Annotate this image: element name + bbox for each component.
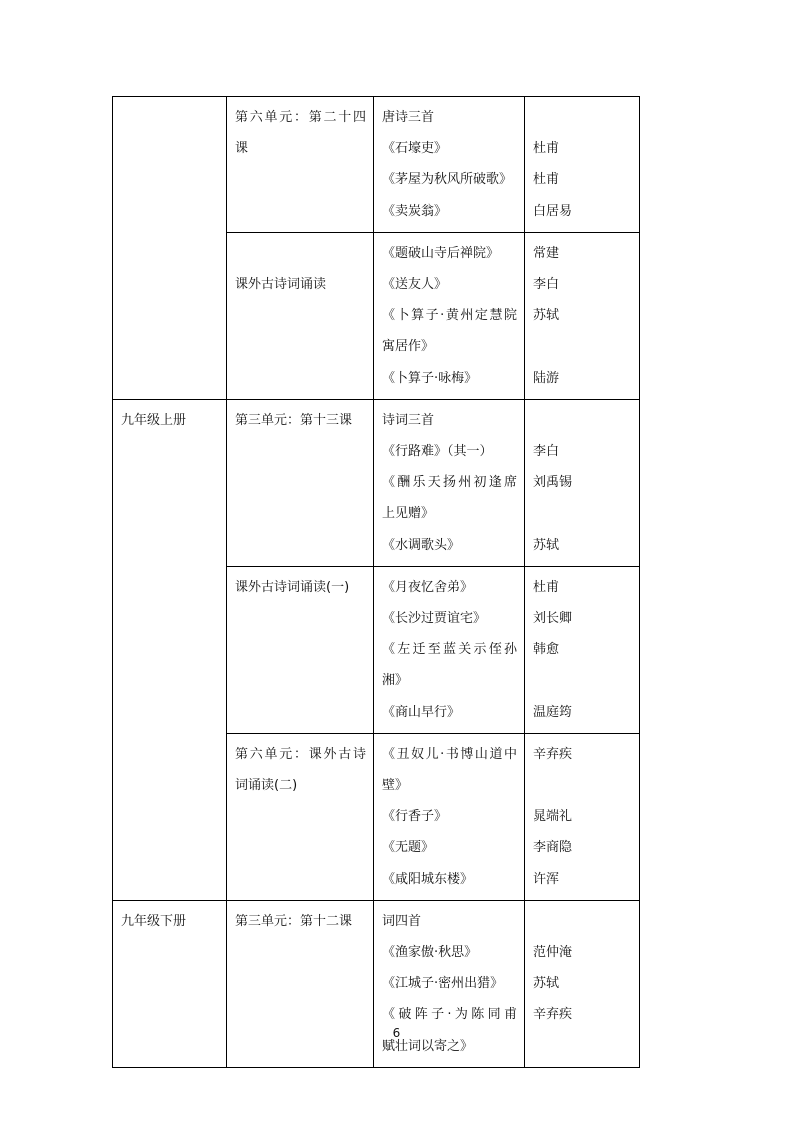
poem-title: 上见赠》 bbox=[382, 506, 435, 522]
author: 陆游 bbox=[533, 370, 560, 386]
table-row bbox=[113, 900, 640, 1067]
author: 刘长卿 bbox=[533, 611, 573, 627]
poem-title: 《石壕吏》 bbox=[382, 141, 448, 157]
poem-title: 寓居作》 bbox=[382, 339, 435, 355]
author-cell bbox=[525, 399, 640, 566]
poem-title: 《水调歌头》 bbox=[382, 537, 461, 553]
poem-title: 《商山早行》 bbox=[382, 704, 461, 720]
poem-title: 《左迁至蓝关示侄孙 bbox=[382, 642, 517, 658]
poem-cell bbox=[374, 97, 525, 233]
author-cell bbox=[525, 733, 640, 900]
lesson-cell: 课外古诗词诵读(一) bbox=[227, 566, 374, 733]
poem-title: 《卜算子·咏梅》 bbox=[382, 370, 478, 386]
author: 许浑 bbox=[533, 871, 560, 887]
grade-cell bbox=[113, 900, 227, 1067]
poem-title: 《咸阳城东楼》 bbox=[382, 871, 474, 887]
poem-cell bbox=[374, 399, 525, 566]
lesson-cell: 第六单元：第二十四 课 bbox=[227, 97, 374, 233]
lesson-cell: 第三单元：第十二课 bbox=[227, 900, 374, 1067]
poem-group-title: 词四首 bbox=[382, 913, 422, 929]
grade-cell bbox=[113, 399, 227, 900]
grade-label: 九年级下册 bbox=[121, 913, 187, 929]
poem-cell bbox=[374, 733, 525, 900]
poem-title: 湘》 bbox=[382, 673, 409, 689]
author: 范仲淹 bbox=[533, 945, 573, 961]
poem-group-title: 诗词三首 bbox=[382, 412, 435, 428]
poem-cell bbox=[374, 566, 525, 733]
author: 苏轼 bbox=[533, 537, 560, 553]
poem-title: 《破阵子·为陈同甫 bbox=[382, 1007, 517, 1023]
poem-title: 《行路难》（其一） bbox=[382, 444, 493, 460]
author-cell bbox=[525, 900, 640, 1067]
author-cell bbox=[525, 97, 640, 233]
poem-title: 《长沙过贾谊宅》 bbox=[382, 611, 487, 627]
poem-title: 《茅屋为秋风所破歌》 bbox=[382, 172, 513, 188]
poem-title: 壁》 bbox=[382, 778, 409, 794]
author-cell bbox=[525, 232, 640, 399]
author: 李白 bbox=[533, 444, 560, 460]
author: 李商隐 bbox=[533, 840, 573, 856]
author: 白居易 bbox=[533, 203, 573, 219]
author: 辛弃疾 bbox=[533, 1007, 573, 1023]
poem-group-title: 唐诗三首 bbox=[382, 110, 435, 125]
poem-title: 《卖炭翁》 bbox=[382, 203, 448, 219]
author: 韩愈 bbox=[533, 642, 560, 658]
poem-title: 《江城子·密州出猎》 bbox=[382, 976, 504, 992]
author: 杜甫 bbox=[533, 141, 560, 157]
author: 温庭筠 bbox=[533, 704, 573, 720]
poem-title: 《丑奴儿·书博山道中 bbox=[382, 746, 517, 762]
poem-cell bbox=[374, 900, 525, 1067]
poem-cell bbox=[374, 232, 525, 399]
author: 杜甫 bbox=[533, 579, 560, 595]
lesson-cell: 第六单元：课外古诗 词诵读(二) bbox=[227, 733, 374, 900]
poem-curriculum-table bbox=[112, 96, 640, 1068]
author: 苏轼 bbox=[533, 976, 560, 992]
author: 李白 bbox=[533, 277, 560, 293]
poem-title: 《送友人》 bbox=[382, 277, 448, 293]
grade-label: 九年级上册 bbox=[121, 412, 187, 428]
table-row bbox=[113, 399, 640, 566]
poem-title: 赋壮词以寄之》 bbox=[382, 1038, 474, 1054]
author: 常建 bbox=[533, 245, 560, 261]
author: 辛弃疾 bbox=[533, 746, 573, 762]
table-row bbox=[113, 97, 640, 233]
author: 晁端礼 bbox=[533, 809, 573, 825]
poem-title: 《酬乐天扬州初逢席 bbox=[382, 475, 517, 491]
lesson-cell: 第三单元：第十三课 bbox=[227, 399, 374, 566]
lesson-cell: 课外古诗词诵读 bbox=[227, 232, 374, 399]
poem-title: 《渔家傲·秋思》 bbox=[382, 945, 478, 961]
poem-title: 《题破山寺后禅院》 bbox=[382, 245, 500, 261]
author-cell bbox=[525, 566, 640, 733]
author: 杜甫 bbox=[533, 172, 560, 188]
author: 苏轼 bbox=[533, 308, 560, 324]
grade-cell bbox=[113, 97, 227, 400]
page-number: 6 bbox=[392, 1026, 401, 1040]
poem-title: 《月夜忆舍弟》 bbox=[382, 579, 474, 595]
poem-title: 《卜算子·黄州定慧院 bbox=[382, 308, 517, 324]
poem-title: 《无题》 bbox=[382, 840, 435, 856]
poem-title: 《行香子》 bbox=[382, 809, 448, 825]
author: 刘禹锡 bbox=[533, 475, 573, 491]
